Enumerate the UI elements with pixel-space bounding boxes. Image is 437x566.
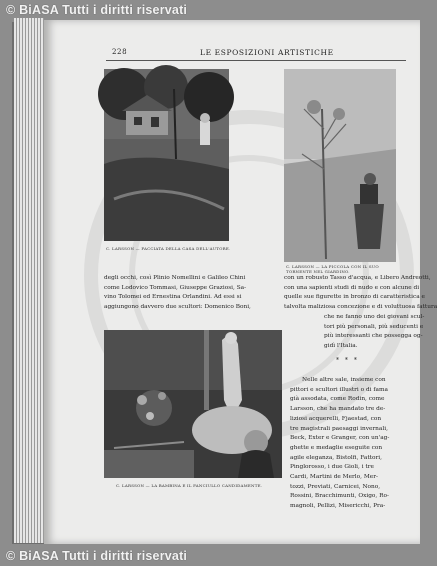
right-column-text-top: [284, 274, 437, 352]
running-head: [44, 48, 420, 60]
text-line: vino Tolomei ed Ernestina Orlandini. Ad essi si: [104, 294, 242, 301]
watermark-banner-top: © BiASA Tutti i diritti riservati: [6, 3, 188, 17]
text-line: Larsson, che ha mandato tre de-: [290, 406, 386, 413]
running-title: LE ESPOSIZIONI ARTISTICHE: [200, 48, 334, 57]
text-line: tozzi, Previati, Carnicei, Nono,: [290, 483, 381, 490]
figure-3-caption: C. LARSSON — LA BAMBINA E IL FANCIULLO CANDIDAMENTE.: [116, 483, 263, 488]
watermark-banner-bottom: © BiASA Tutti i diritti riservati: [6, 549, 188, 563]
text-line: Beck, Exter e Granger, con un'ag-: [290, 435, 390, 442]
text-line: Pinglorosso, i due Gioli, i tre: [290, 464, 374, 471]
text-line: con un robusto Tasso d'acqua, e Libero Andreotti,: [284, 275, 431, 281]
text-line: ghette e medaglie eseguite con: [290, 444, 383, 451]
figure-2-caption: C. LARSSON — LA PICCOLA CON IL SUO TORNENTE NEL GIARDINO.: [286, 264, 379, 274]
text-line: Cardi, Martini de Merlo, Mer-: [290, 474, 378, 481]
text-line: degli occhi, così Plinio Nomellini e Galileo Chini: [104, 275, 246, 281]
page-number: 228: [112, 48, 128, 56]
text-line: che ne fanno uno dei giovani scul-: [324, 313, 425, 320]
section-separator: * * *: [336, 357, 359, 364]
text-line: tre magistrali paesaggi invernali,: [290, 425, 388, 432]
text-line: quelle sue figurette in bronzo di caratteristica e: [284, 294, 425, 301]
text-line: più interessanti che possegga og-: [324, 333, 423, 340]
text-line: già assodata, come Rodin, come: [290, 396, 385, 403]
text-line: Nelle altre sale, insieme con: [302, 377, 386, 383]
right-column-text-bottom: [290, 376, 402, 512]
header-rule: [106, 60, 406, 61]
figure-1-caption: C. LARSSON — FACCIATA DELLA CASA DELL'AUTORE.: [106, 246, 231, 251]
text-line: con una sapienti studi di nudo e con alcune di: [284, 284, 420, 291]
illustration-garden-house: [104, 69, 229, 241]
text-line: pittori e scultori illustri o di fama: [290, 386, 388, 393]
text-line: gidì l'Italia.: [324, 342, 358, 349]
text-line: Rossini, Bracchimunti, Oxigo, Ro-: [290, 493, 389, 500]
illustration-child-and-statue: [104, 330, 282, 478]
page-edges: [14, 18, 44, 543]
text-line: liziosi acquerelli, Fjaestad, con: [290, 415, 382, 422]
text-line: agile eleganza, Bistolfi, Fattori,: [290, 454, 382, 461]
text-line: magnoli, Pellizi, Misericchi, Pra-: [290, 503, 386, 510]
book-page: [44, 20, 437, 544]
illustration-girl-with-tree: [284, 69, 396, 262]
left-column-text: [104, 274, 274, 313]
text-line: come Lodovico Tommasi, Giuseppe Graziosi, Sa-: [104, 284, 247, 291]
text-line: tori più personali, più seducenti e: [324, 323, 424, 330]
text-line: aggiungono davvero due scultori: Domenico Boni,: [104, 304, 251, 311]
text-line: talvolta maliziosa concezione e di voluttuosa fattura: [284, 304, 437, 311]
